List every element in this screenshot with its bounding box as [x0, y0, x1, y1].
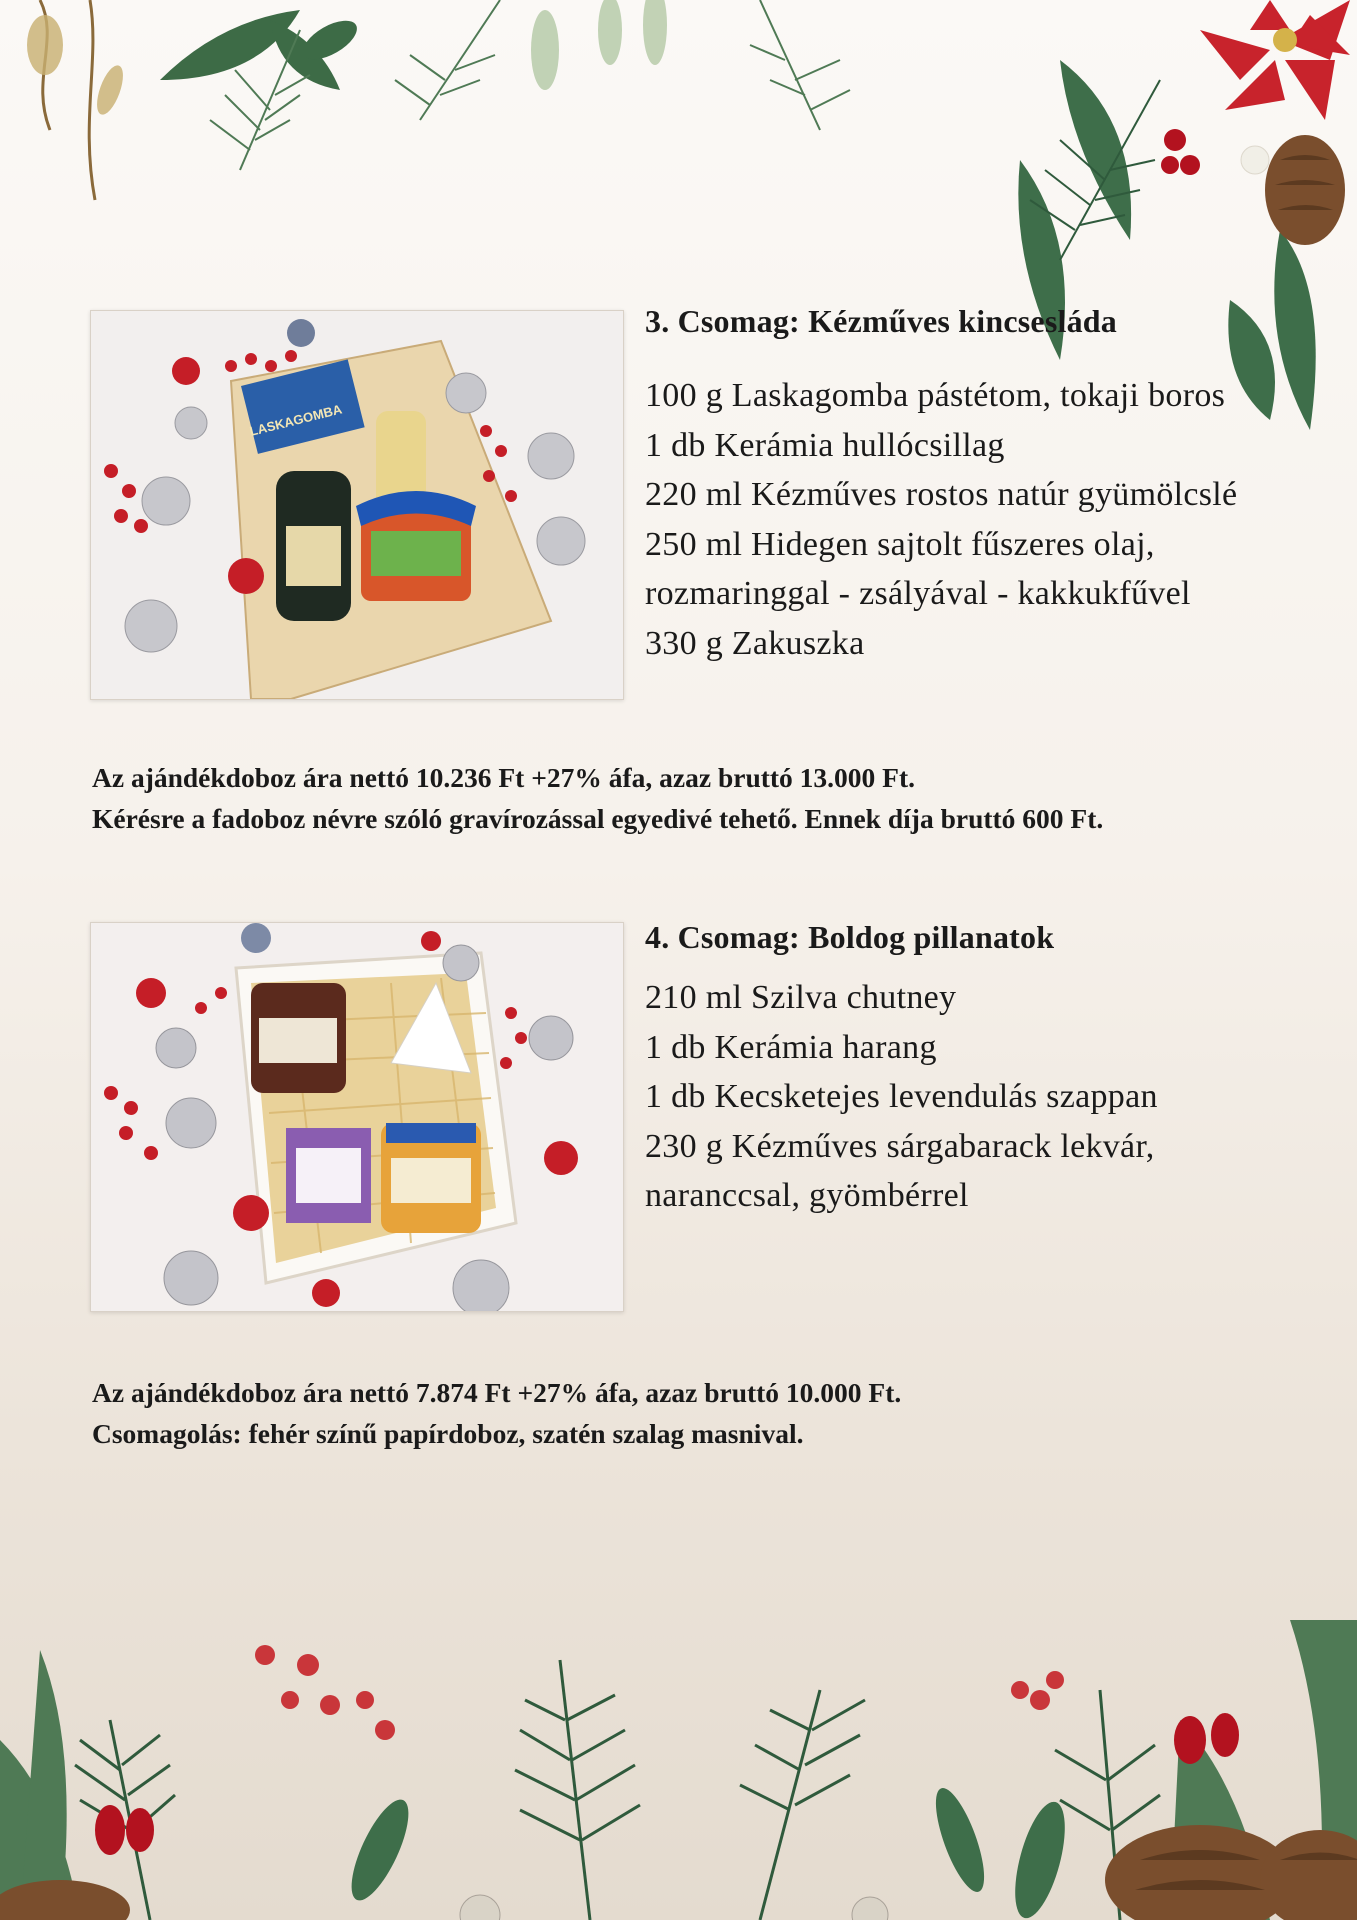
- package-3-item-list: [645, 371, 1237, 668]
- list-item: 100 g Laskagomba pástétom, tokaji boros: [645, 377, 1226, 414]
- list-item: 330 g Zakuszka: [645, 624, 865, 662]
- packaging-note: Csomagolás: fehér színű papírdoboz, szatén szalag masnival.: [92, 1418, 804, 1449]
- engraving-note: Kérésre a fadoboz névre szóló gravírozással egyedivé tehető. Ennek díja bruttó 600 Ft.: [92, 803, 1104, 834]
- package-3-photo: [90, 310, 624, 700]
- list-item: 210 ml Szilva chutney: [645, 979, 957, 1016]
- package-4-title: 4. Csomag: Boldog pillanatok: [645, 919, 1055, 955]
- package-3-price-note: [92, 757, 1103, 839]
- list-item: 1 db Kerámia harang: [645, 1028, 937, 1066]
- package-4-item-list: [645, 973, 1158, 1221]
- package-4-photo: [90, 922, 624, 1312]
- list-item: 230 g Kézműves sárgabarack lekvár,: [645, 1127, 1155, 1165]
- photo-jar-label: LASKAGOMBA: [248, 401, 344, 439]
- list-item: 250 ml Hidegen sajtolt fűszeres olaj,: [645, 525, 1155, 563]
- price-line: Az ajándékdoboz ára nettó 10.236 Ft +27% áfa, azaz bruttó 13.000 Ft.: [92, 762, 916, 793]
- bottom-greenery-decoration: [0, 1540, 1357, 1920]
- list-item: 1 db Kerámia hullócsillag: [645, 426, 1005, 464]
- price-line: Az ajándékdoboz ára nettó 7.874 Ft +27% áfa, azaz bruttó 10.000 Ft.: [92, 1377, 902, 1408]
- list-item: rozmaringgal - zsályával - kakkukfűvel: [645, 575, 1191, 612]
- list-item: naranccsal, gyömbérrel: [645, 1177, 969, 1214]
- list-item: 220 ml Kézműves rostos natúr gyümölcslé: [645, 476, 1238, 513]
- package-4-price-note: [92, 1372, 901, 1454]
- package-3-title: 3. Csomag: Kézműves kincsesláda: [645, 303, 1117, 339]
- list-item: 1 db Kecsketejes levendulás szappan: [645, 1078, 1158, 1115]
